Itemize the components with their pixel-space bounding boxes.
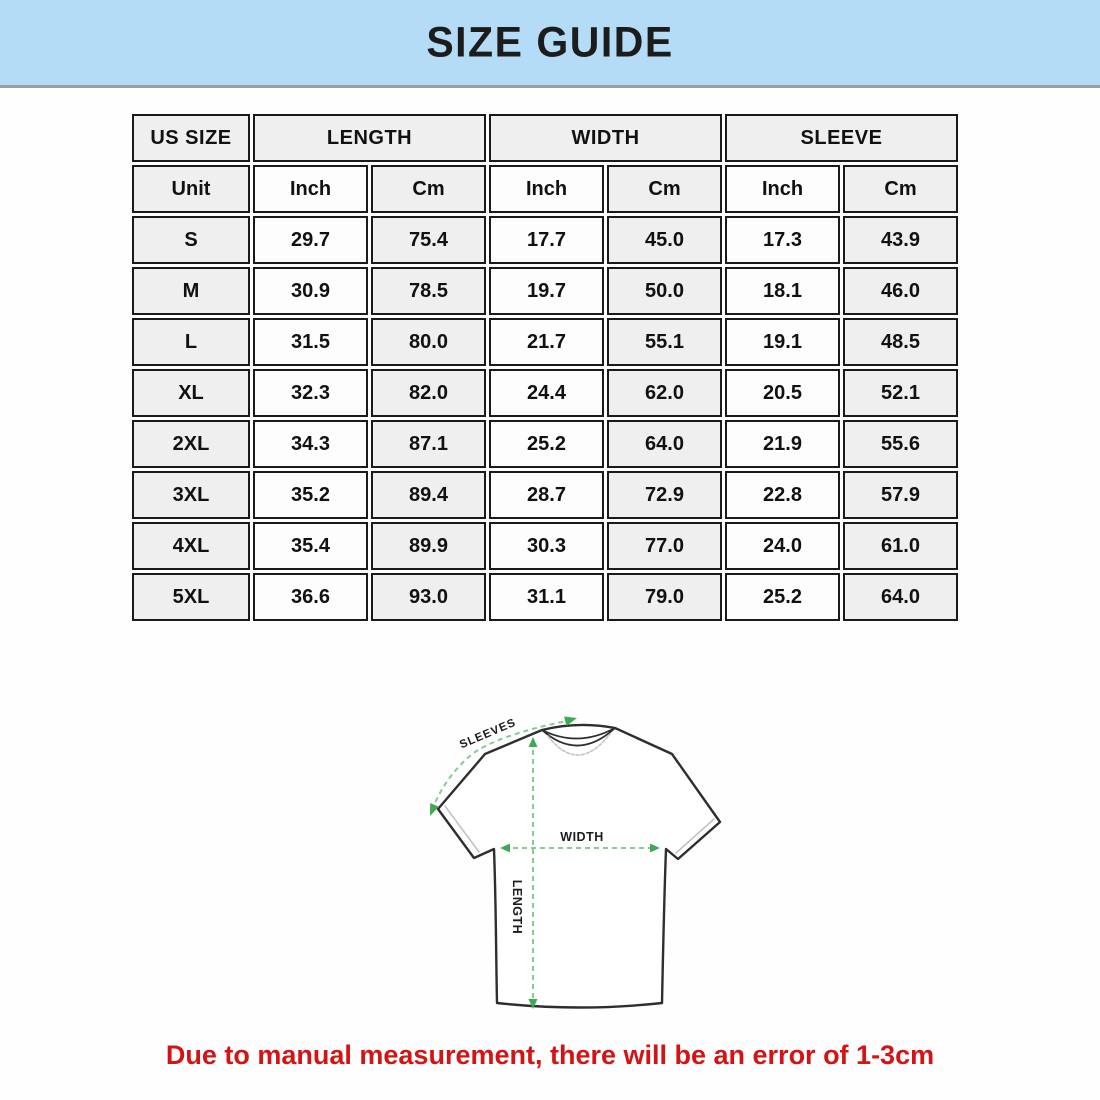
size-value: 31.5: [253, 318, 368, 366]
size-row-5xl: [132, 573, 958, 621]
size-row-l: [132, 318, 958, 366]
page-title: SIZE GUIDE: [426, 18, 674, 66]
size-value: 17.3: [725, 216, 840, 264]
size-row-xl: [132, 369, 958, 417]
size-value: 18.1: [725, 267, 840, 315]
size-value: 30.9: [253, 267, 368, 315]
size-value: 64.0: [607, 420, 722, 468]
size-value: 35.2: [253, 471, 368, 519]
size-label: XL: [132, 369, 250, 417]
size-value: 82.0: [371, 369, 486, 417]
size-value: 36.6: [253, 573, 368, 621]
size-label: 4XL: [132, 522, 250, 570]
unit-col-4-cm: Cm: [607, 165, 722, 213]
size-table-container: [129, 111, 961, 624]
column-group-sleeve: SLEEVE: [725, 114, 958, 162]
tshirt-outline: [438, 725, 720, 1008]
size-label: L: [132, 318, 250, 366]
size-value: 79.0: [607, 573, 722, 621]
unit-col-6-cm: Cm: [843, 165, 958, 213]
size-value: 75.4: [371, 216, 486, 264]
size-row-4xl: [132, 522, 958, 570]
size-value: 55.1: [607, 318, 722, 366]
size-row-m: [132, 267, 958, 315]
size-value: 72.9: [607, 471, 722, 519]
size-value: 24.4: [489, 369, 604, 417]
size-value: 19.1: [725, 318, 840, 366]
size-value: 93.0: [371, 573, 486, 621]
size-value: 21.9: [725, 420, 840, 468]
size-value: 52.1: [843, 369, 958, 417]
size-row-3xl: [132, 471, 958, 519]
size-value: 22.8: [725, 471, 840, 519]
size-value: 32.3: [253, 369, 368, 417]
size-row-s: [132, 216, 958, 264]
size-value: 30.3: [489, 522, 604, 570]
size-value: 87.1: [371, 420, 486, 468]
size-value: 57.9: [843, 471, 958, 519]
column-group-us-size: US SIZE: [132, 114, 250, 162]
size-label: 2XL: [132, 420, 250, 468]
size-value: 48.5: [843, 318, 958, 366]
measurement-error-note: Due to manual measurement, there will be an error of 1-3cm: [165, 1040, 935, 1070]
size-value: 77.0: [607, 522, 722, 570]
size-value: 50.0: [607, 267, 722, 315]
size-label: M: [132, 267, 250, 315]
unit-col-5-inch: Inch: [725, 165, 840, 213]
size-label: 3XL: [132, 471, 250, 519]
size-value: 28.7: [489, 471, 604, 519]
size-value: 21.7: [489, 318, 604, 366]
width-label: WIDTH: [560, 830, 604, 844]
size-value: 89.9: [371, 522, 486, 570]
size-value: 78.5: [371, 267, 486, 315]
size-value: 45.0: [607, 216, 722, 264]
size-value: 61.0: [843, 522, 958, 570]
size-table: [129, 111, 961, 624]
size-value: 25.2: [725, 573, 840, 621]
unit-col-2-cm: Cm: [371, 165, 486, 213]
size-value: 17.7: [489, 216, 604, 264]
column-group-width: WIDTH: [489, 114, 722, 162]
size-value: 46.0: [843, 267, 958, 315]
sleeve-label: SLEEVES: [458, 716, 518, 752]
tshirt-measure-diagram: [390, 692, 910, 1032]
size-label: 5XL: [132, 573, 250, 621]
size-guide-banner: [0, 0, 1100, 88]
size-value: 19.7: [489, 267, 604, 315]
size-value: 29.7: [253, 216, 368, 264]
size-value: 31.1: [489, 573, 604, 621]
length-label: LENGTH: [510, 879, 524, 935]
size-value: 34.3: [253, 420, 368, 468]
size-value: 24.0: [725, 522, 840, 570]
size-value: 64.0: [843, 573, 958, 621]
size-value: 43.9: [843, 216, 958, 264]
size-row-2xl: [132, 420, 958, 468]
size-label: S: [132, 216, 250, 264]
column-group-length: LENGTH: [253, 114, 486, 162]
size-value: 89.4: [371, 471, 486, 519]
unit-col-3-inch: Inch: [489, 165, 604, 213]
unit-col-1-inch: Inch: [253, 165, 368, 213]
unit-header: Unit: [132, 165, 250, 213]
size-value: 80.0: [371, 318, 486, 366]
size-value: 62.0: [607, 369, 722, 417]
size-value: 55.6: [843, 420, 958, 468]
size-value: 20.5: [725, 369, 840, 417]
size-value: 25.2: [489, 420, 604, 468]
size-value: 35.4: [253, 522, 368, 570]
